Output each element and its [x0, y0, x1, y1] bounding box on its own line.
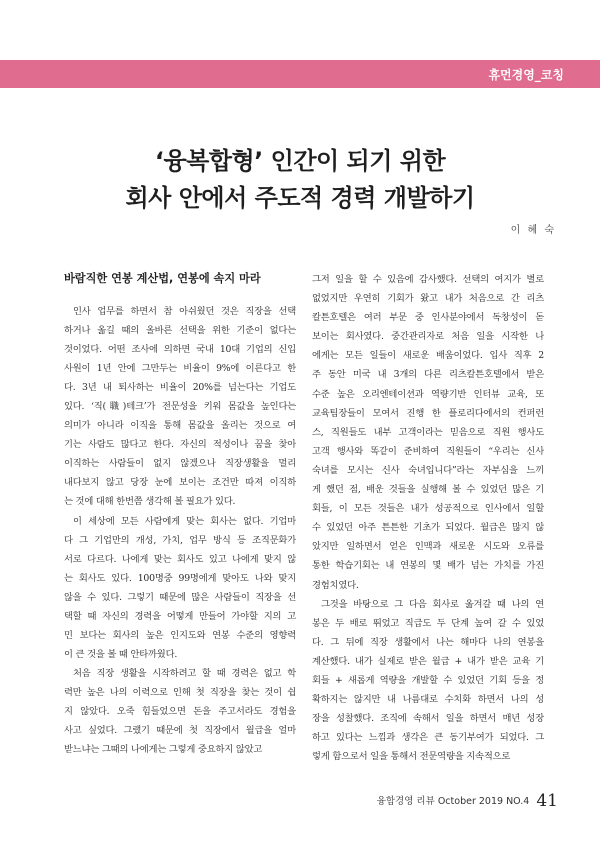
- body-text-line: 다. 그 뒤에 직장 생활에서 나는 해마다 나의 연봉을: [312, 636, 544, 648]
- body-text-line: 기는 사람도 많다고 한다. 자신의 적성이나 꿈을 찾아: [64, 439, 296, 451]
- body-text-line: 인사 업무를 하면서 참 아쉬웠던 것은 직장을 선택: [73, 306, 296, 317]
- body-text-line: 이 세상에 모든 사람에게 맞는 회사는 없다. 기업마: [73, 515, 296, 527]
- body-text-line: 이직하는 사람들이 없지 않겠으나 직장생활을 멀리: [64, 458, 296, 470]
- body-text-line: 회들 + 새롭게 역량을 개발할 수 있었던 기회 등을 정: [312, 674, 544, 686]
- publication-name: 융합경영 리뷰: [376, 796, 435, 807]
- body-text-line: 의미가 아니라 이직을 통해 몸값을 올리는 것으로 여: [64, 420, 296, 432]
- body-text-line: 렇게 함으로서 일을 통해서 전문역량을 지속적으로: [312, 751, 511, 763]
- body-text-line: 경험치였다.: [312, 579, 359, 591]
- body-text-line: 확하지는 않지만 내 나름대로 수치화 하면서 나의 성: [312, 694, 544, 706]
- category-bar: [0, 60, 600, 88]
- body-text-line: 에게는 모든 일들이 새로운 배움이었다. 입사 직후 2: [312, 350, 544, 362]
- body-text-line: 이 큰 것을 볼 때 안타까웠다.: [64, 648, 178, 660]
- body-text-line: 통한 학습기회는 내 연봉의 몇 배가 넘는 가치를 가진: [312, 560, 544, 572]
- body-text-line: 그저 일을 할 수 있음에 감사했다. 선택의 여지가 별로: [312, 274, 544, 285]
- body-text-line: 않을 수 있다. 그렇기 때문에 많은 사람들이 직장을 선: [64, 591, 296, 603]
- body-text-line: 주 동안 미국 내 3개의 다른 리츠칼튼호텔에서 받은: [312, 369, 544, 381]
- body-text-line: 택할 때 자신의 경력을 어떻게 만들어 가야할 지의 고: [64, 610, 296, 622]
- body-text-line: 다. 3년 내 퇴사하는 비율이 20%를 넘는다는 기업도: [64, 382, 296, 394]
- body-text-line: 장을 성찰했다. 조직에 속해서 일을 하면서 매년 성장: [312, 713, 544, 725]
- body-text-line: 다 그 기업만의 개성, 가치, 업무 방식 등 조직문화가: [64, 534, 296, 546]
- body-text-line: 내다보지 않고 당장 눈에 보이는 조건만 따져 이직하: [64, 477, 296, 489]
- article-title-line-1: ‘융복합형’ 인간이 되기 위한: [154, 147, 446, 175]
- body-text-line: 교육팀장들이 모여서 진행 한 플로리다에서의 컨퍼런: [312, 407, 544, 419]
- body-text-line: 수 있었던 아주 튼튼한 기초가 되었다. 월급은 많지 않: [312, 522, 544, 534]
- body-text-line: 게 했던 점, 배운 것들을 실행해 볼 수 있었던 많은 기: [312, 484, 544, 496]
- body-text-line: 았지만 일하면서 얻은 인맥과 새로운 시도와 오류를: [312, 541, 544, 553]
- article-title-line-2: 회사 안에서 주도적 경력 개발하기: [125, 184, 475, 212]
- body-text-line: 서로 다르다. 나에게 맞는 회사도 있고 나에게 맞지 않: [64, 553, 296, 565]
- body-text-line: 하거나 옮길 때의 올바른 선택을 위한 기준이 없다는: [64, 325, 296, 337]
- body-text-line: 민 보다는 회사의 높은 인지도와 연봉 수준의 영향력: [64, 629, 296, 641]
- right-column: [312, 270, 544, 766]
- body-text-line: 는 것에 대해 한번쯤 생각해 볼 필요가 있다.: [64, 496, 236, 508]
- body-text-line: 그것을 바탕으로 그 다음 회사로 옮겨갈 때 나의 연: [321, 598, 544, 610]
- page-number: 41: [536, 791, 558, 811]
- body-text-line: 사고 싶었다. 그랬기 때문에 첫 직장에서 월급을 얼마: [64, 725, 296, 737]
- body-text-line: 것이었다. 어떤 조사에 의하면 국내 10대 기업의 신입: [64, 344, 296, 356]
- issue-label: October 2019 NO.4: [437, 796, 530, 807]
- body-text-line: 봉은 두 배로 뛰었고 직급도 두 단계 높여 갈 수 있었: [312, 617, 544, 629]
- body-text-line: 없었지만 우연히 기회가 왔고 내가 처음으로 간 리츠: [312, 293, 544, 305]
- body-text-line: 지 않았다. 오죽 힘들었으면 돈을 주고서라도 경험을: [64, 705, 296, 717]
- body-text-line: 칼튼호텔은 여러 부문 중 인사분야에서 독창성이 돋: [312, 312, 544, 324]
- body-text-line: 하고 있다는 느낌과 생각은 큰 동기부여가 되었다. 그: [312, 732, 544, 744]
- page-footer: [377, 791, 558, 811]
- body-text-line: 숙녀를 모시는 신사 숙녀입니다”라는 자부심을 느끼: [312, 464, 544, 476]
- body-text-line: 계산했다. 내가 실제로 받은 월급 + 내가 받은 교육 기: [312, 655, 544, 667]
- author-name: 이 혜 숙: [510, 225, 556, 236]
- body-text-line: 력만 높은 나의 이력으로 인해 첫 직장을 찾는 것이 쉽: [64, 686, 296, 698]
- body-text-line: 수준 높은 오리엔테이션과 역량기반 인터뷰 교육, 또: [312, 388, 544, 400]
- body-text-line: 는 회사도 있다. 100명중 99명에게 맞아도 나와 맞지: [64, 572, 296, 584]
- body-text-line: 보이는 회사였다. 중간관리자로 처음 일을 시작한 나: [312, 331, 544, 343]
- body-text-line: 받느냐는 그때의 나에게는 그렇게 중요하지 않았고: [64, 744, 263, 756]
- body-text-line: 있다. ‘직(職)테크’가 전문성을 키워 몸값을 높인다는: [64, 401, 296, 413]
- body-text-line: 스, 직원들도 내부 고객이라는 믿음으로 직원 행사도: [312, 426, 544, 438]
- category-label: 휴먼경영_코칭: [488, 68, 564, 82]
- body-text-line: 회들, 이 모든 것들은 내가 성공적으로 인사에서 일할: [312, 503, 544, 515]
- body-text-line: 고객 행사와 똑같이 준비하여 직원들이 “우리는 신사: [312, 445, 544, 457]
- left-column: [64, 270, 296, 759]
- body-text-line: 처음 직장 생활을 시작하려고 할 때 경력은 없고 학: [73, 667, 296, 679]
- section-subheading: 바람직한 연봉 계산법, 연봉에 속지 마라: [64, 272, 261, 285]
- left-column-body: [64, 302, 296, 759]
- right-column-body: [312, 270, 544, 766]
- body-text-line: 사원이 1년 안에 그만두는 비율이 9%에 이른다고 한: [64, 363, 296, 375]
